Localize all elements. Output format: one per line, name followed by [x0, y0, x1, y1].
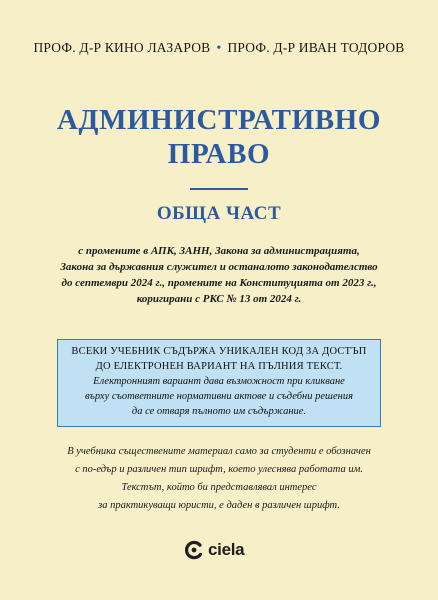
callout-italic-line: Електронният вариант дава възможност при кликване	[93, 376, 345, 387]
book-subtitle: ОБЩА ЧАСТ	[156, 203, 282, 224]
note-line: В учебника съществените материал само за студенти е обозначен	[67, 446, 371, 457]
edition-line: Закона за държавния служител и останалото законодателство	[60, 261, 378, 273]
publisher-logo	[183, 538, 244, 562]
note-line: за практикуващи юристи, е даден в различен шрифт.	[98, 500, 340, 511]
publisher-name: ciela	[208, 540, 245, 559]
edition-line: до септември 2024 г., промените на Конституцията от 2023 г.,	[61, 277, 377, 289]
ciela-logo-icon	[183, 539, 205, 561]
callout-caps-line: ДО ЕЛЕКТРОНЕН ВАРИАНТ НА ПЪЛНИЯ ТЕКСТ.	[95, 361, 343, 372]
edition-note	[30, 243, 408, 307]
title-line-2: ПРАВО	[167, 138, 271, 170]
author-1: ПРОФ. Д-Р КИНО ЛАЗАРОВ	[33, 40, 211, 55]
callout-italic-line: да се отваря пълното им съдържание.	[131, 406, 307, 417]
callout-caps-line: ВСЕКИ УЧЕБНИК СЪДЪРЖА УНИКАЛЕН КОД ЗА ДОСТЪП	[71, 346, 367, 357]
title-line-1: АДМИНИСТРАТИВНО	[57, 104, 381, 136]
note-line: с по-едър и различен тип шрифт, което улеснява работата им.	[75, 464, 363, 475]
authors	[0, 40, 438, 57]
book-title	[0, 103, 438, 171]
font-usage-note	[34, 443, 404, 515]
author-separator: •	[216, 41, 222, 56]
callout-italic-line: върху съответните нормативни актове и съдебни решения	[85, 391, 353, 402]
note-line: Текстът, който би представлявал интерес	[121, 482, 317, 493]
author-2: ПРОФ. Д-Р ИВАН ТОДОРОВ	[227, 40, 405, 55]
title-divider	[190, 188, 248, 190]
edition-line: с промените в АПК, ЗАНН, Закона за администрацията,	[78, 245, 360, 257]
edition-line: коригирани с РКС № 13 от 2024 г.	[136, 293, 302, 305]
electronic-access-callout	[57, 339, 381, 427]
